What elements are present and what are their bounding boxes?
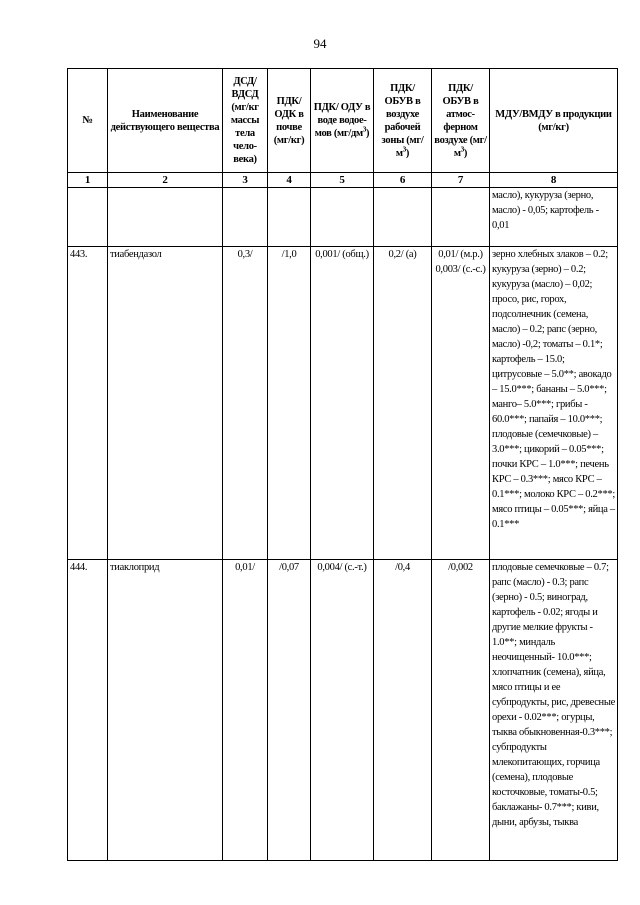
dsd-value — [223, 188, 268, 247]
column-number: 4 — [268, 173, 311, 188]
column-number: 8 — [490, 173, 618, 188]
page-number: 94 — [313, 36, 327, 51]
substance-name: тиаклоприд — [108, 560, 223, 861]
pdk-work-air-value — [374, 188, 432, 247]
table-header-row — [68, 69, 618, 173]
pdk-atm-air-value: /0,002 — [432, 560, 490, 861]
row-number — [68, 188, 108, 247]
table-row — [68, 560, 618, 861]
pdk-soil-value: /1,0 — [268, 247, 311, 560]
substance-name: тиабендазол — [108, 247, 223, 560]
header-substance-name: Наименование действующего вещества — [108, 69, 223, 173]
column-number: 2 — [108, 173, 223, 188]
row-number: 443. — [68, 247, 108, 560]
header-pdk-soil: ПДК/ ОДК в почве (мг/кг) — [268, 69, 311, 173]
column-number: 5 — [311, 173, 374, 188]
header-mdu: МДУ/ВМДУ в продукции (мг/кг) — [490, 69, 618, 173]
pdk-atm-air-value: 0,01/ (м.р.) 0,003/ (с.-с.) — [432, 247, 490, 560]
pdk-work-air-value: /0,4 — [374, 560, 432, 861]
header-pdk-atm-air: ПДК/ ОБУВ в атмос- ферном воздухе $(мг/м^3)$ — [432, 69, 490, 173]
header-number: № — [68, 69, 108, 173]
header-dsd: ДСД/ ВДСД (мг/кг массы тела чело- века) — [223, 69, 268, 173]
header-pdk-water: ПДК/ ОДУ в воде водое- мов $(мг/дм^3)$ — [311, 69, 374, 173]
pdk-water-value: 0,004/ (с.-т.) — [311, 560, 374, 861]
dsd-value: 0,3/ — [223, 247, 268, 560]
column-number: 7 — [432, 173, 490, 188]
dsd-value: 0,01/ — [223, 560, 268, 861]
column-number-row — [68, 173, 618, 188]
table-row — [68, 247, 618, 560]
header-pdk-work-air: ПДК/ ОБУВ в воздухе рабочей зоны $(мг/м^3)$ — [374, 69, 432, 173]
table-row — [68, 188, 618, 247]
mdu-value: зерно хлебных злаков – 0.2; кукуруза (зерно) – 0.2; кукуруза (масло) – 0,02; просо, рис, горох, подсолнечник (семена, масло) – 0.2; рапс (зерно, масло) -0,2; томаты – 0.1*; картофель – 15.0; цитрусовые – 5.0**; авокадо – 15.0***; бананы – 5.0***; манго– 5.0***; грибы - 60.0***; папайя – 10.0***; плодовые (семечковые) – 3.0***; цикорий – 0.05***; почки КРС – 1.0***; печень КРС – 0.3***; мясо КРС – 0.1***; молоко КРС – 0.2***; мясо птицы – 0.05***; яйца – 0.1*** — [490, 247, 618, 560]
column-number: 6 — [374, 173, 432, 188]
column-number: 3 — [223, 173, 268, 188]
pdk-water-value: 0,001/ (общ.) — [311, 247, 374, 560]
pdk-water-value — [311, 188, 374, 247]
pdk-soil-value — [268, 188, 311, 247]
pdk-work-air-value: 0,2/ (а) — [374, 247, 432, 560]
substances-table — [67, 68, 618, 861]
pdk-soil-value: /0,07 — [268, 560, 311, 861]
column-number: 1 — [68, 173, 108, 188]
pdk-atm-air-value — [432, 188, 490, 247]
mdu-value: масло), кукуруза (зерно, масло) - 0,05; картофель - 0,01 — [490, 188, 618, 247]
mdu-value: плодовые семечковые – 0.7; рапс (масло) - 0.3; рапс (зерно) - 0.5; виноград, картофель - 0.02; ягоды и другие мелкие фрукты - 1.0**; миндаль неочищенный- 10.0***; хлопчатник (семена), яйца, мясо птицы и ее субпродукты, рис, древесные орехи - 0.02***; огурцы, тыква обыкновенная-0.3***; субпродукты млекопитающих, горчица (семена), плодовые косточковые, томаты-0.5; баклажаны- 0.7***; киви, дыни, арбузы, тыква — [490, 560, 618, 861]
substance-name — [108, 188, 223, 247]
row-number: 444. — [68, 560, 108, 861]
